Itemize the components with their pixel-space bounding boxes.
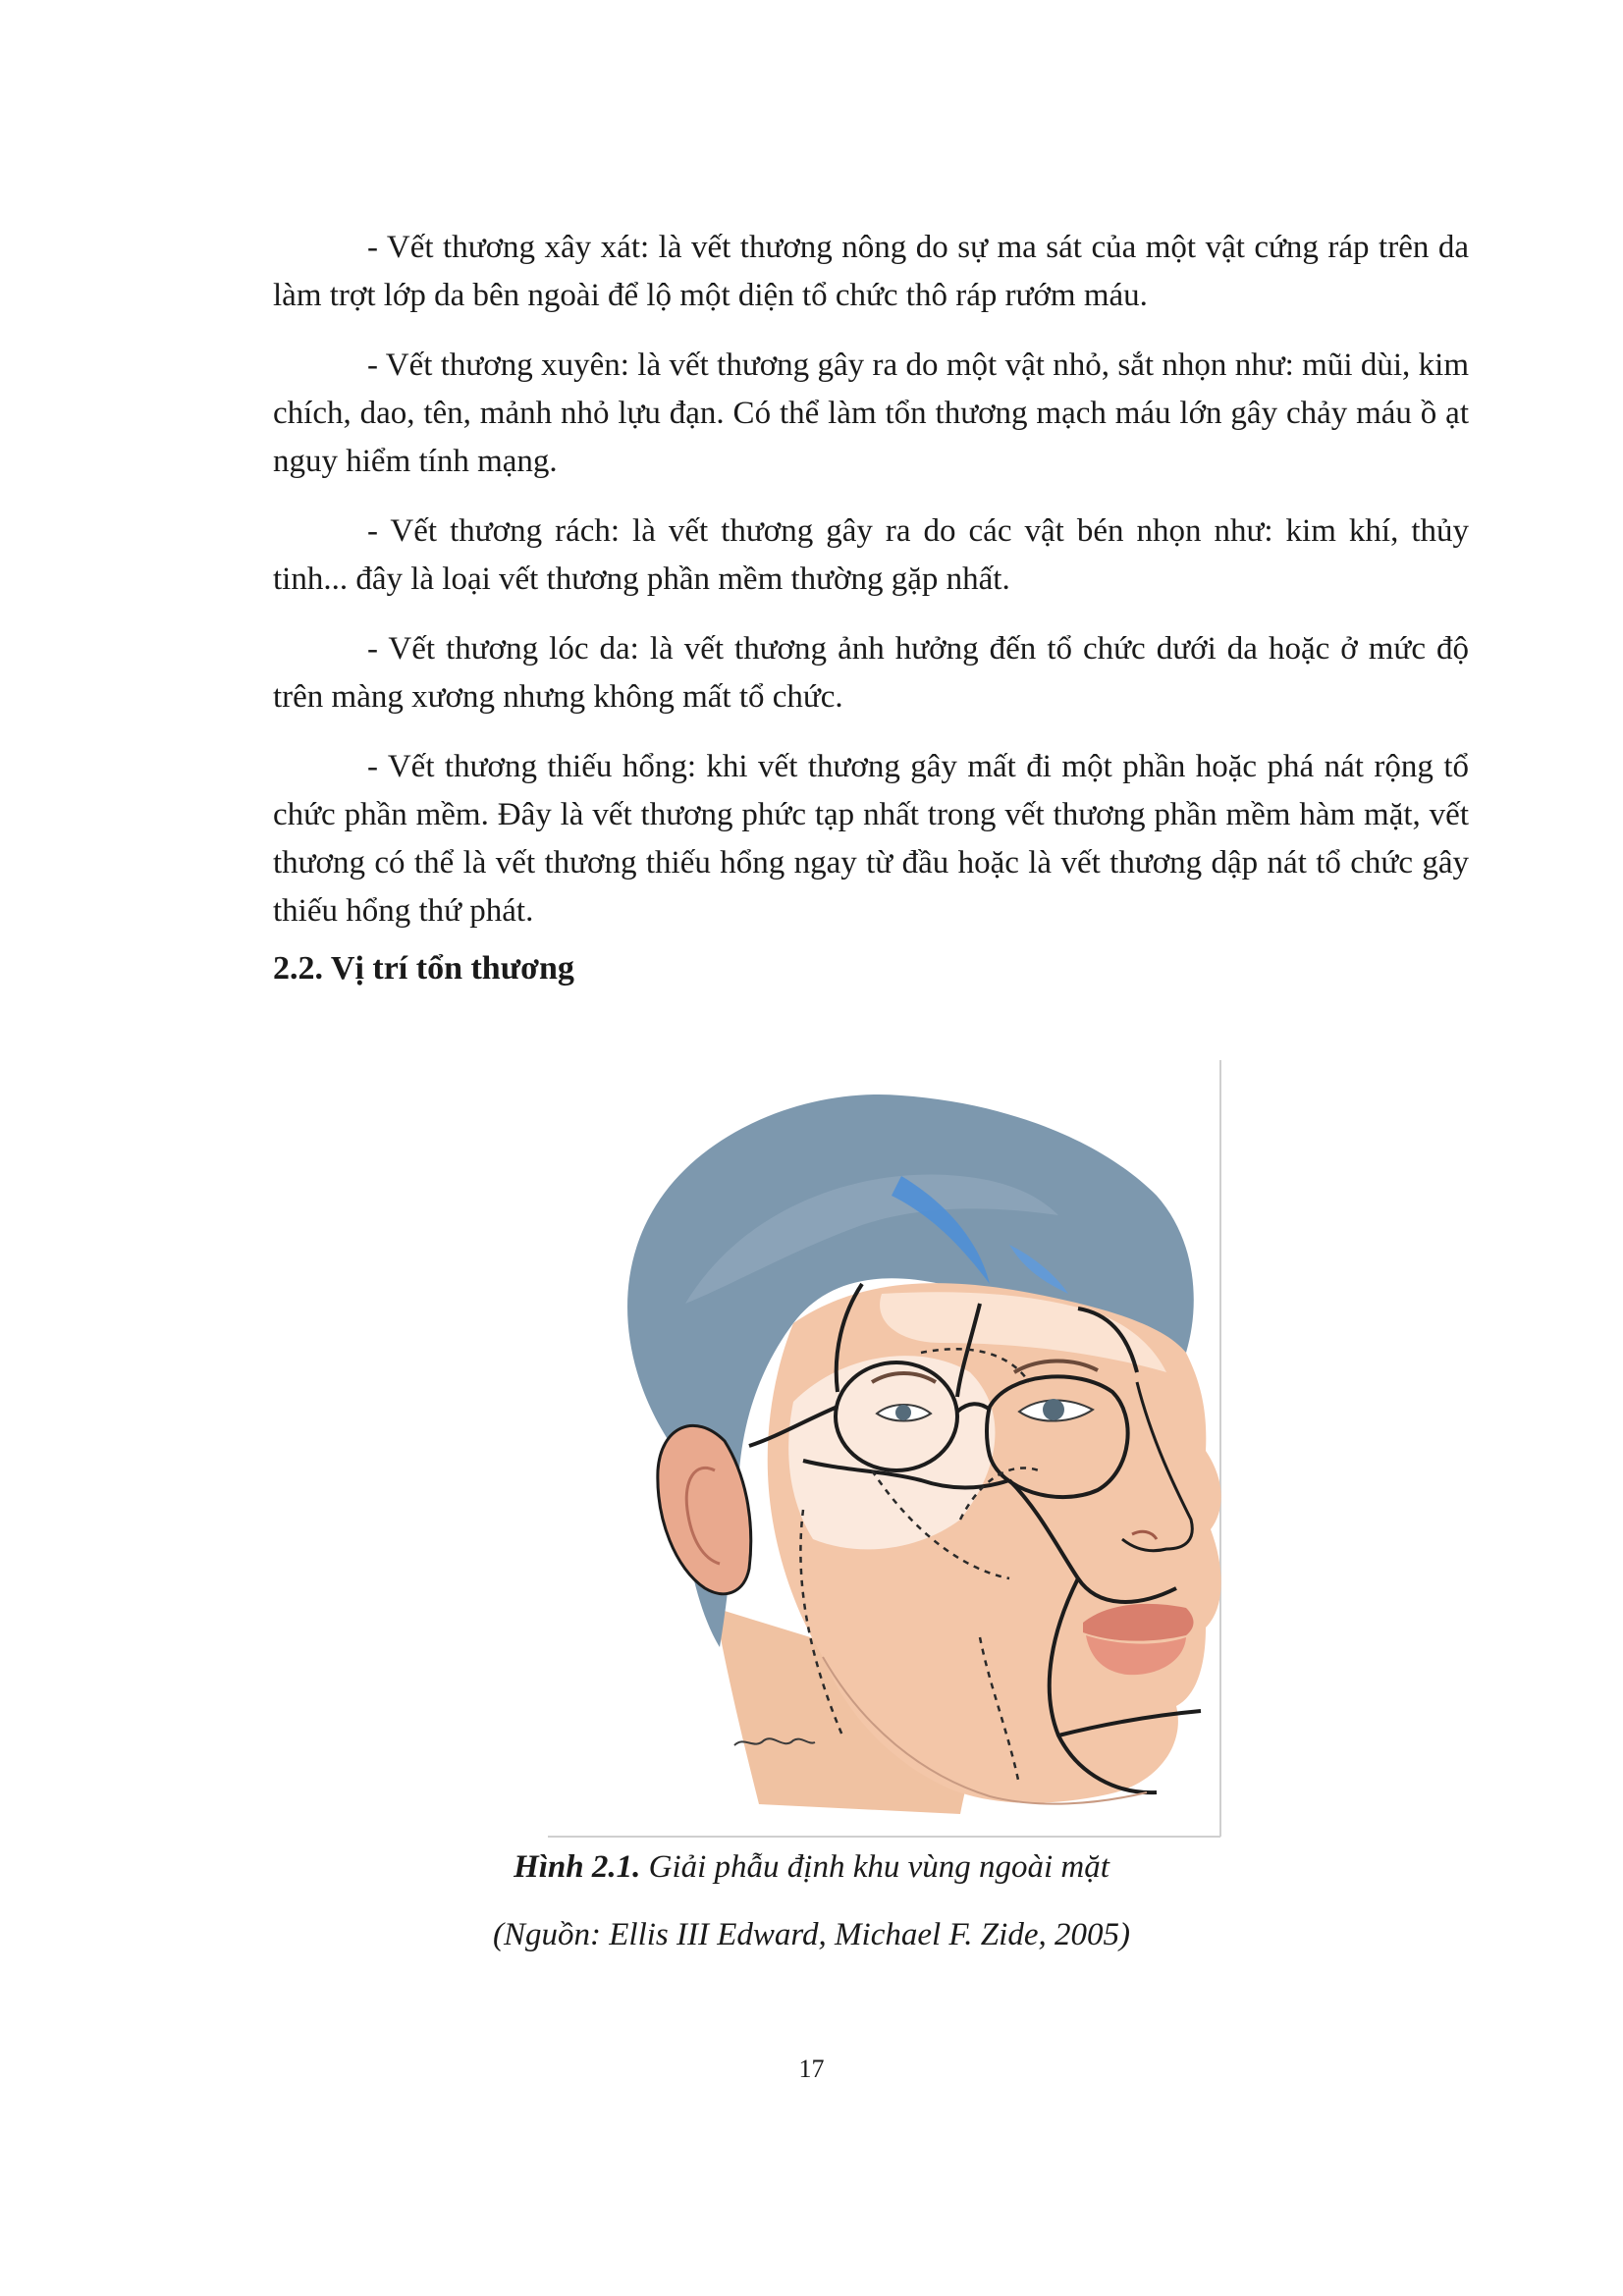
section-heading: 2.2. Vị trí tổn thương — [273, 950, 574, 987]
caption-source: (Nguồn: Ellis III Edward, Michael F. Zide, 2005) — [493, 1917, 1130, 1952]
paragraph-laceration: - Vết thương rách: là vết thương gây ra do các vật bén nhọn như: kim khí, thủy tinh... đây là loại vết thương phần mềm thường gặp nhất. — [273, 513, 1469, 597]
right-iris — [1043, 1399, 1064, 1420]
paragraph-abrasion: - Vết thương xây xát: là vết thương nông do sự ma sát của một vật cứng ráp trên da làm trợt lớp da bên ngoài để lộ một diện tổ chức thô ráp rướm máu. — [273, 230, 1469, 313]
figure-label: Hình 2.1. — [514, 1849, 641, 1885]
left-iris — [895, 1405, 911, 1420]
page-number: 17 — [798, 2055, 825, 2083]
paragraph-degloving: - Vết thương lóc da: là vết thương ảnh hưởng đến tổ chức dưới da hoặc ở mức độ trên màng xương nhưng không mất tổ chức. — [273, 631, 1469, 715]
face-anatomy-figure — [548, 1058, 1225, 1839]
figure-caption — [0, 1843, 1623, 1979]
paragraph-puncture: - Vết thương xuyên: là vết thương gây ra do một vật nhỏ, sắt nhọn như: mũi dùi, kim chích, dao, tên, mảnh nhỏ lựu đạn. Có thể làm tổn thương mạch máu lớn gây chảy máu ồ ạt nguy hiểm tính mạng. — [273, 347, 1469, 479]
face-illustration — [548, 1058, 1225, 1839]
paragraph-tissue-loss: - Vết thương thiếu hổng: khi vết thương gây mất đi một phần hoặc phá nát rộng tổ chức phần mềm. Đây là vết thương phức tạp nhất trong vết thương phần mềm hàm mặt, vết thương có thể là vết thương thiếu hổng ngay từ đầu hoặc là vết thương dập nát tổ chức gây thiếu hổng thứ phát. — [273, 749, 1469, 929]
caption-title-line — [0, 1843, 1623, 1892]
body-text — [273, 224, 1469, 957]
figure-title: Giải phẫu định khu vùng ngoài mặt — [640, 1849, 1109, 1885]
